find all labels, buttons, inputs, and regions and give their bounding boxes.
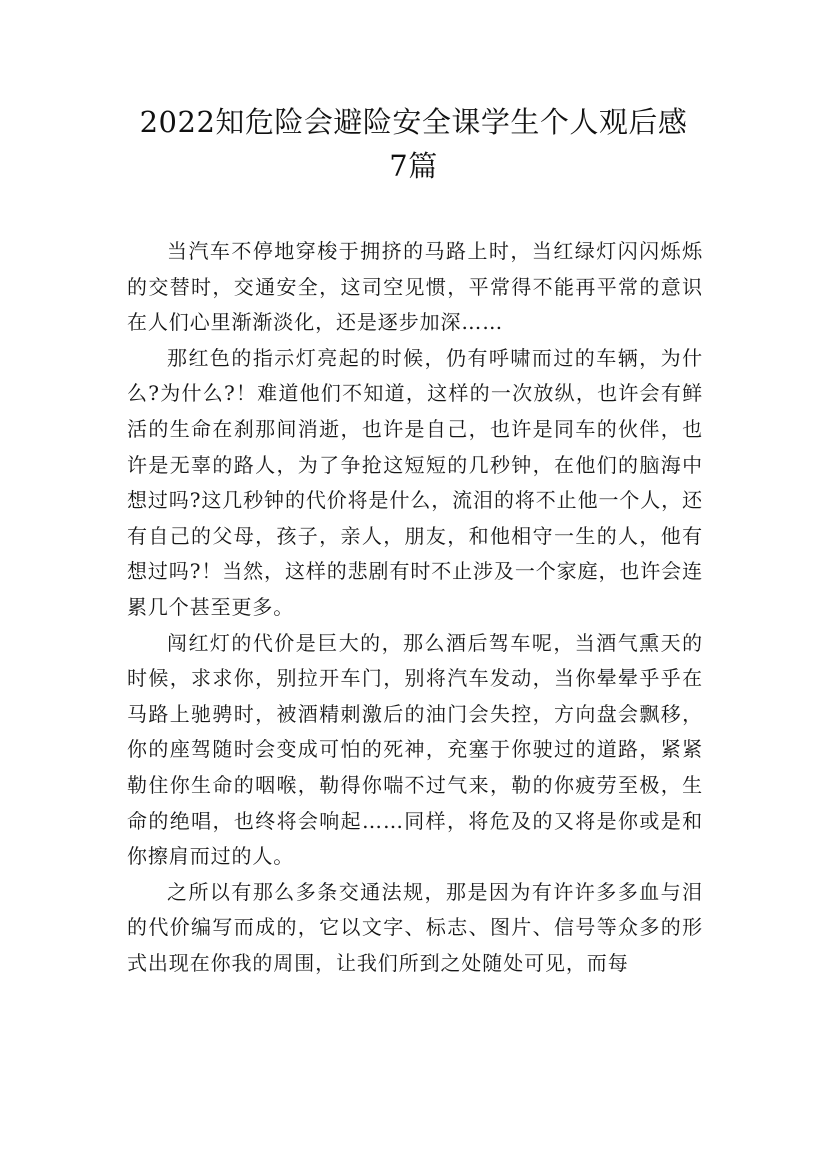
document-body: [127, 234, 703, 981]
document-title-line-1: 2022知危险会避险安全课学生个人观后感: [139, 105, 688, 139]
paragraph: 之所以有那么多条交通法规，那是因为有许许多多血与泪的代价编写而成的，它以文字、标志、图片、信号等众多的形式出现在你我的周围，让我们所到之处随处可见，而每: [127, 879, 703, 975]
paragraph: 当汽车不停地穿梭于拥挤的马路上时，当红绿灯闪闪烁烁的交替时，交通安全，这司空见惯，平常得不能再平常的意识在人们心里渐渐淡化，还是逐步加深……: [127, 239, 703, 335]
paragraph: 那红色的指示灯亮起的时候，仍有呼啸而过的车辆，为什么?为什么?！难道他们不知道，这样的一次放纵，也许会有鲜活的生命在刹那间消逝，也许是自己，也许是同车的伙伴，也许是无辜的路人，为了争抢这短短的几秒钟，在他们的脑海中想过吗?这几秒钟的代价将是什么，流泪的将不止他一个人，还有自己的父母，孩子，亲人，朋友，和他相守一生的人，他有想过吗?！当然，这样的悲剧有时不止涉及一个家庭，也许会连累几个甚至更多。: [127, 345, 703, 619]
document-title: [120, 100, 707, 188]
document-title-line-2: 7篇: [389, 149, 438, 183]
paragraph: 闯红灯的代价是巨大的，那么酒后驾车呢，当酒气熏天的时候，求求你，别拉开车门，别将汽车发动，当你晕晕乎乎在马路上驰骋时，被酒精刺激后的油门会失控，方向盘会飘移，你的座驾随时会变成可怕的死神，充塞于你驶过的道路，紧紧勒住你生命的咽喉，勒得你喘不过气来，勒的你疲劳至极，生命的绝唱，也终将会响起……同样，将危及的又将是你或是和你擦肩而过的人。: [127, 630, 703, 869]
